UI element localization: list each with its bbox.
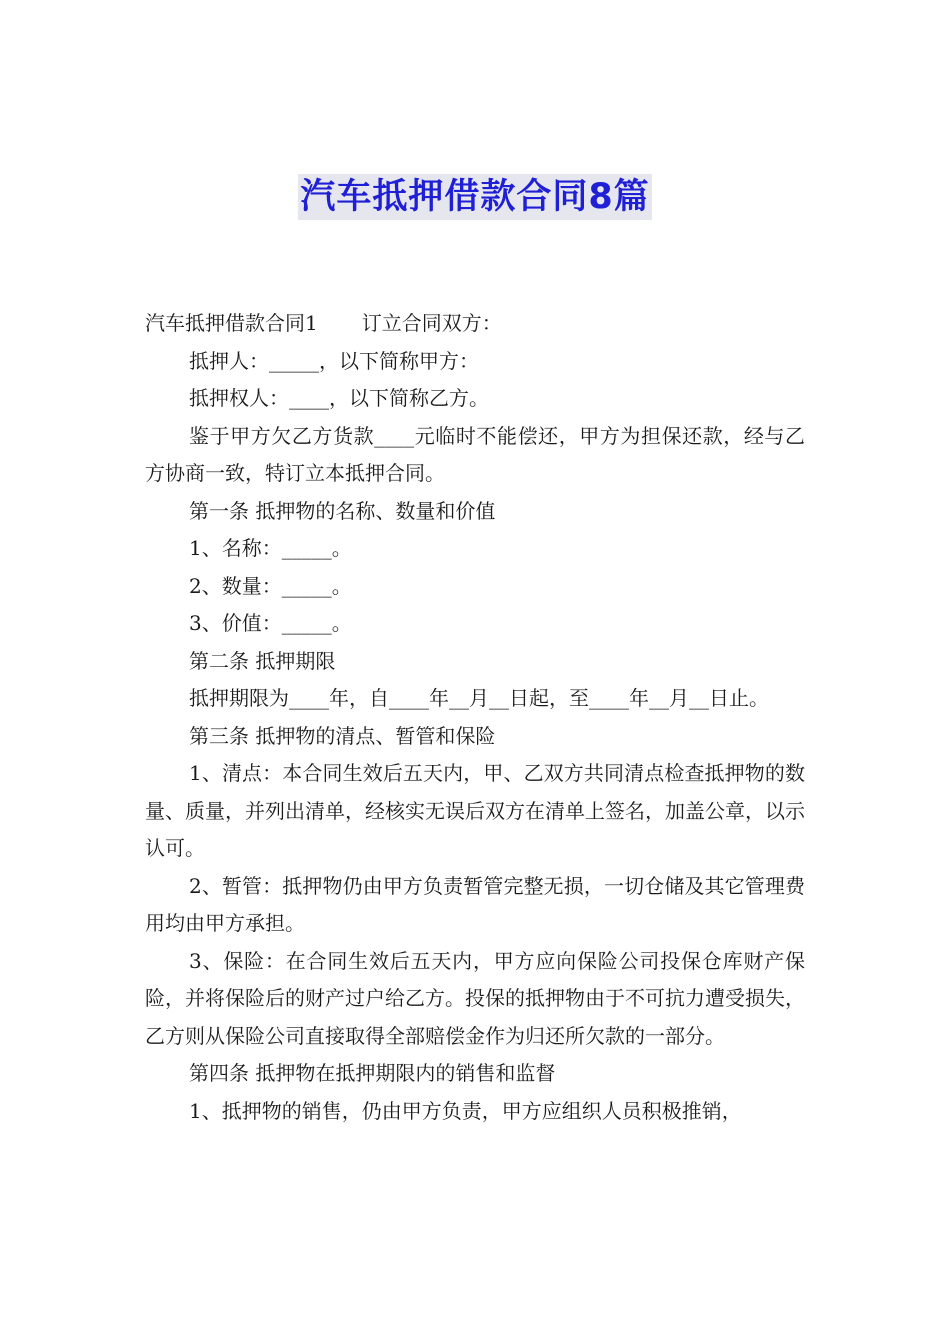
article-3-item-insurance: 3、保险：在合同生效后五天内，甲方应向保险公司投保仓库财产保险，并将保险后的财产过户给乙方。投保的抵押物由于不可抗力遭受损失，乙方则从保险公司直接取得全部赔偿金作为归还所欠款的一部分。	[145, 948, 805, 1048]
contract-heading-line	[145, 305, 805, 343]
paragraph-preamble: 鉴于甲方欠乙方货款____元临时不能偿还，甲方为担保还款，经与乙方协商一致，特订立本抵押合同。	[145, 423, 805, 485]
document-body	[145, 305, 805, 1130]
article-1-item-quantity: 2、数量：_____。	[189, 573, 352, 598]
document-title: 汽车抵押借款合同8篇	[298, 174, 651, 220]
article-1-item-value: 3、价值：_____。	[189, 611, 352, 635]
title-container	[0, 174, 950, 220]
article-3-heading: 第三条 抵押物的清点、暂管和保险	[189, 723, 496, 748]
article-3-item-custody: 2、暂管：抵押物仍由甲方负责暂管完整无损，一切仓储及其它管理费用均由甲方承担。	[145, 873, 805, 935]
parties-intro: 订立合同双方：	[361, 311, 502, 335]
article-1-item-name: 1、名称：_____。	[189, 536, 352, 560]
article-4-heading: 第四条 抵押物在抵押期限内的销售和监督	[189, 1061, 556, 1085]
article-3-item-inventory: 1、清点：本合同生效后五天内，甲、乙双方共同清点检查抵押物的数量、质量，并列出清单，经核实无误后双方在清单上签名，加盖公章，以示认可。	[145, 761, 805, 860]
article-1-heading: 第一条 抵押物的名称、数量和价值	[189, 498, 496, 523]
paragraph-mortgagee: 抵押权人：____，以下简称乙方。	[189, 386, 489, 410]
article-2-term: 抵押期限为____年，自____年__月__日起，至____年__月__日止。	[189, 686, 769, 710]
article-4-item-sales: 1、抵押物的销售，仍由甲方负责，甲方应组织人员积极推销，	[189, 1098, 742, 1123]
contract-heading: 汽车抵押借款合同1	[145, 311, 318, 335]
article-2-heading: 第二条 抵押期限	[189, 648, 336, 673]
paragraph-mortgagor: 抵押人：_____，以下简称甲方：	[189, 348, 479, 373]
